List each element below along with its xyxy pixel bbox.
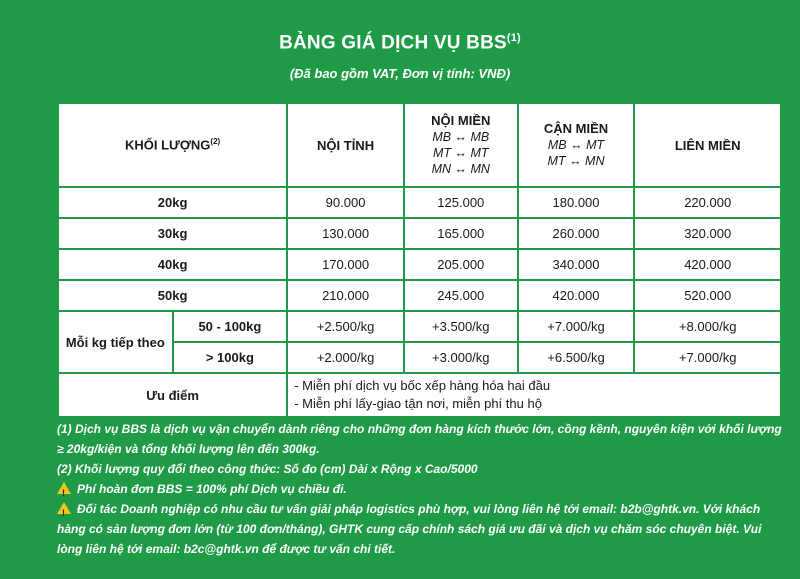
- table-row: [58, 249, 781, 280]
- advantages-label: Ưu điểm: [58, 373, 287, 417]
- weight-cell: 30kg: [58, 218, 287, 249]
- advantages-row: [58, 373, 781, 417]
- footnote-1: (1) Dịch vụ BBS là dịch vụ vận chuyển dành riêng cho những đơn hàng kích thước lớn, cồng kềnh, nguyên kiện với khối lượng ≥ 20kg/kiện và tổng khối lượng lên đến 300kg.: [57, 422, 782, 456]
- header-noi-mien-sub: MT ↔ MT: [433, 146, 489, 160]
- price-cell: +7.000/kg: [634, 342, 781, 373]
- table-row: [58, 311, 781, 342]
- price-cell: 260.000: [518, 218, 635, 249]
- header-can-mien-sub: MB ↔ MT: [547, 138, 605, 152]
- header-can-mien-label: CẬN MIỀN: [543, 121, 609, 136]
- price-cell: 130.000: [287, 218, 404, 249]
- advantage-item: - Miễn phí lấy-giao tận nơi, miễn phí thu hộ: [294, 396, 542, 411]
- table-row: [58, 218, 781, 249]
- page-title: [0, 32, 800, 54]
- header-noi-mien-sub: MN ↔ MN: [431, 162, 490, 176]
- price-cell: +7.000/kg: [518, 311, 635, 342]
- footnote-2: (2) Khối lượng quy đổi theo công thức: Số đo (cm) Dài x Rộng x Cao/5000: [57, 462, 478, 476]
- price-cell: 180.000: [518, 187, 635, 218]
- advantages-list: [287, 373, 781, 417]
- price-cell: 420.000: [634, 249, 781, 280]
- price-cell: 340.000: [518, 249, 635, 280]
- price-cell: 520.000: [634, 280, 781, 311]
- header-weight-label: KHỐI LƯỢNG: [124, 137, 211, 153]
- note-contact-text: Đối tác Doanh nghiệp có nhu cầu tư vấn giải pháp logistics phù hợp, vui lòng liên hệ tới email: b2b@ghtk.vn. Với khách hàng có sản lượng đơn lớn (từ 100 đơn/tháng), GHTK cung cấp chính sách giá ưu đãi và dịch vụ chăm sóc chuyên biệt. Vui lòng liên hệ tới email: b2c@ghtk.vn để được tư vấn chi tiết.: [57, 502, 762, 556]
- price-cell: 170.000: [287, 249, 404, 280]
- range-cell: > 100kg: [173, 342, 288, 373]
- header-can-mien-sub: MT ↔ MN: [547, 154, 605, 168]
- weight-cell: 20kg: [58, 187, 287, 218]
- warning-triangle-icon: [57, 502, 71, 514]
- price-cell: 210.000: [287, 280, 404, 311]
- price-cell: 220.000: [634, 187, 781, 218]
- weight-cell: 50kg: [58, 280, 287, 311]
- header-noi-mien-sub: MB ↔ MB: [432, 130, 490, 144]
- footnotes: [57, 419, 785, 559]
- warning-triangle-icon: [57, 482, 71, 494]
- price-cell: 245.000: [404, 280, 518, 311]
- range-cell: 50 - 100kg: [173, 311, 288, 342]
- note-contact: [57, 499, 785, 559]
- header-can-mien: [518, 103, 635, 187]
- price-cell: +2.000/kg: [287, 342, 404, 373]
- price-cell: 420.000: [518, 280, 635, 311]
- price-cell: +6.500/kg: [518, 342, 635, 373]
- note-return-fee: [57, 479, 785, 499]
- price-cell: 125.000: [404, 187, 518, 218]
- title-footnote-mark: (1): [506, 32, 521, 44]
- price-table: [57, 102, 782, 418]
- header-lien-mien: LIÊN MIỀN: [634, 103, 781, 187]
- price-cell: 90.000: [287, 187, 404, 218]
- table-header-row: [58, 103, 781, 187]
- title-text: BẢNG GIÁ DỊCH VỤ BBS: [279, 32, 507, 54]
- weight-cell: 40kg: [58, 249, 287, 280]
- note-return-fee-text: Phí hoàn đơn BBS = 100% phí Dịch vụ chiều đi.: [77, 482, 347, 496]
- extra-kg-label: Mỗi kg tiếp theo: [58, 311, 173, 373]
- header-noi-tinh: NỘI TỈNH: [287, 103, 404, 187]
- page-subtitle: (Đã bao gồm VAT, Đơn vị tính: VNĐ): [289, 66, 511, 81]
- price-cell: 165.000: [404, 218, 518, 249]
- price-cell: 205.000: [404, 249, 518, 280]
- table-row: [58, 187, 781, 218]
- price-cell: +2.500/kg: [287, 311, 404, 342]
- header-weight: [58, 103, 287, 187]
- advantage-item: - Miễn phí dịch vụ bốc xếp hàng hóa hai đầu: [294, 378, 551, 393]
- header-weight-footnote: (2): [210, 137, 221, 147]
- price-cell: +8.000/kg: [634, 311, 781, 342]
- price-cell: +3.000/kg: [404, 342, 518, 373]
- header-noi-mien: [404, 103, 518, 187]
- table-row: [58, 280, 781, 311]
- header-noi-mien-label: NỘI MIỀN: [431, 113, 491, 128]
- price-cell: +3.500/kg: [404, 311, 518, 342]
- price-cell: 320.000: [634, 218, 781, 249]
